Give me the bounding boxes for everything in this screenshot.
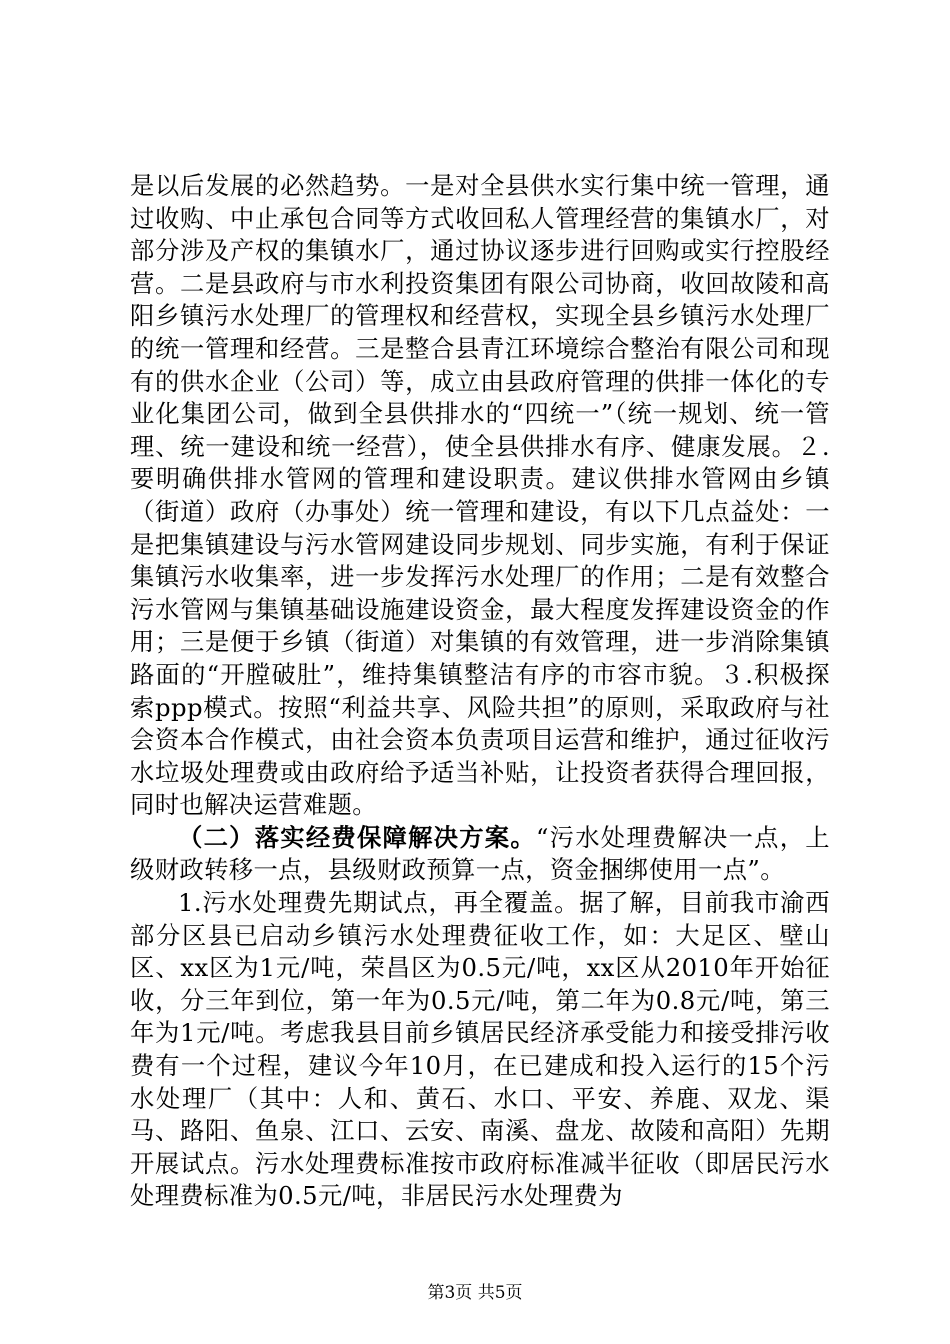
- section-heading-funding: （二）落实经费保障解决方案。: [178, 822, 536, 852]
- paragraph-funding-plan: [130, 822, 830, 887]
- paragraph-sewage-fee-pilot: 1.污水处理费先期试点，再全覆盖。据了解，目前我市渝西部分区县已启动乡镇污水处理费征收工作，如：大足区、壁山区、xx区为1元/吨，荣昌区为0.5元/吨，xx区从2010年开始征收，分三年到位，第一年为0.5元/吨，第二年为0.8元/吨，第三年为1元/吨。考虑我县目前乡镇居民经济承受能力和接受排污收费有一个过程，建议今年10月，在已建成和投入运行的15个污水处理厂（其中：人和、黄石、水口、平安、养鹿、双龙、渠马、路阳、鱼泉、江口、云安、南溪、盘龙、故陵和高阳）先期开展试点。污水处理费标准按市政府标准减半征收（即居民污水处理费标准为0.5元/吨，非居民污水处理费为: [130, 888, 830, 1211]
- page-footer: 第3页 共5页: [427, 1283, 523, 1303]
- paragraph-continuation: 是以后发展的必然趋势。一是对全县供水实行集中统一管理，通过收购、中止承包合同等方式收回私人管理经营的集镇水厂，对部分涉及产权的集镇水厂，通过协议逐步进行回购或实行控股经营。二是县政府与市水利投资集团有限公司协商，收回故陵和高阳乡镇污水处理厂的管理权和经营权，实现全县乡镇污水处理厂的统一管理和经营。三是整合县青江环境综合整治有限公司和现有的供水企业（公司）等，成立由县政府管理的供排一体化的专业化集团公司，做到全县供排水的“四统一”（统一规划、统一管理、统一建设和统一经营），使全县供排水有序、健康发展。２.要明确供排水管网的管理和建设职责。建议供排水管网由乡镇（街道）政府（办事处）统一管理和建设，有以下几点益处：一是把集镇建设与污水管网建设同步规划、同步实施，有利于保证集镇污水收集率，进一步发挥污水处理厂的作用；二是有效整合污水管网与集镇基础设施建设资金，最大程度发挥建设资金的作用；三是便于乡镇（街道）对集镇的有效管理，进一步消除集镇路面的“开膛破肚”，维持集镇整洁有序的市容市貌。３.积极探索ppp模式。按照“利益共享、风险共担”的原则，采取政府与社会资本合作模式，由社会资本负责项目运营和维护，通过征收污水垃圾处理费或由政府给予适当补贴，让投资者获得合理回报，同时也解决运营难题。: [130, 171, 830, 820]
- document-body: [130, 170, 830, 1213]
- paragraph-funding-text: “污水处理费解决一点，上级财政转移一点，县级财政预算一点，资金捆绑使用一点”。: [130, 822, 830, 885]
